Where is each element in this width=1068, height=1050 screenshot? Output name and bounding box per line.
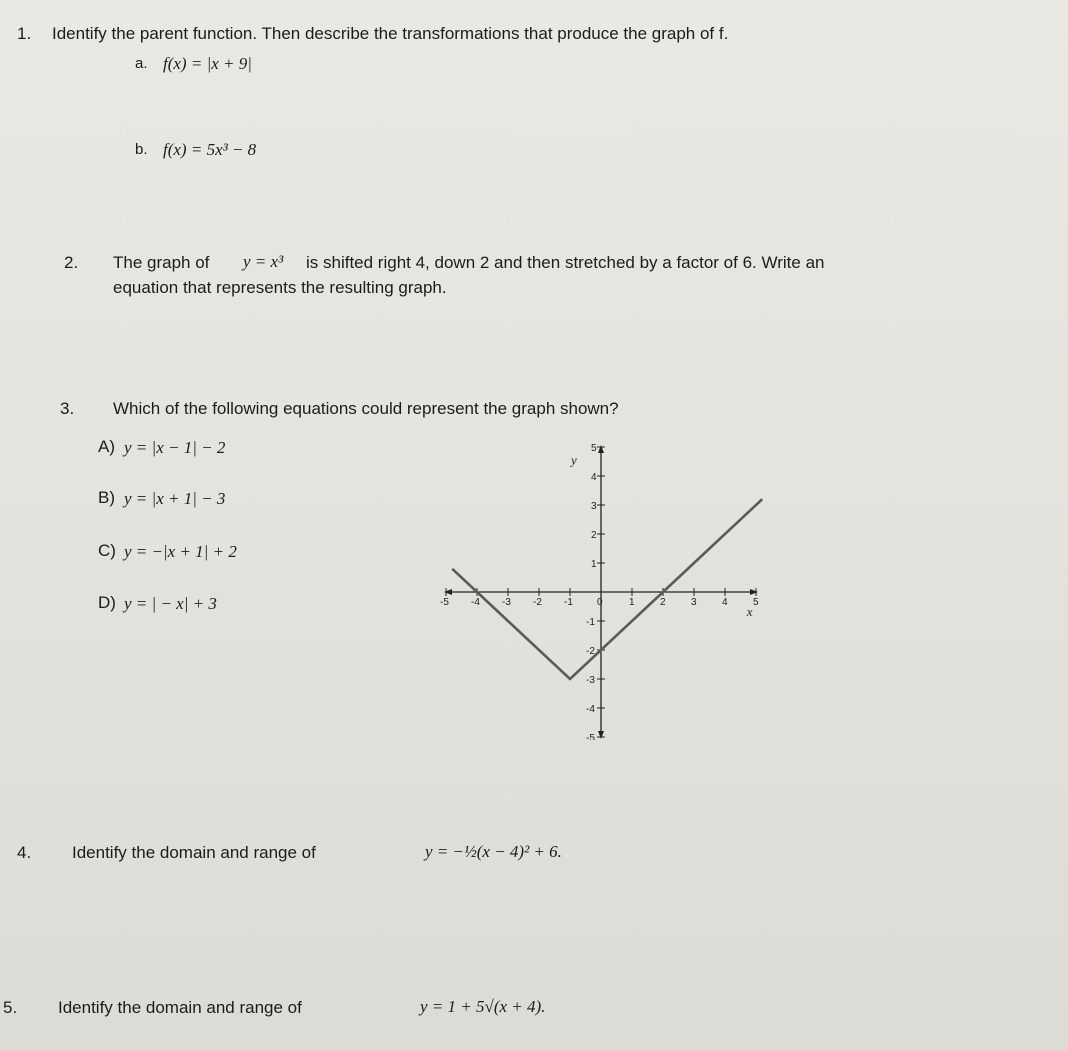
x-tick-label: -1 [564,597,573,608]
y-tick-label: -5 [586,733,595,740]
option-a-letter: A) [98,437,115,456]
q2-text-start: The graph of [113,253,210,272]
graph-line [452,499,762,679]
q1b-expression: f(x) = 5x³ − 8 [163,140,257,159]
q5-expression: y = 1 + 5√(x + 4). [420,997,546,1016]
x-tick-label: 1 [629,597,635,608]
y-tick-label: 3 [591,501,597,512]
y-tick-label: 4 [591,472,597,483]
y-tick-label: -3 [586,675,595,686]
x-tick-label: -2 [533,597,542,608]
q2-text-end: is shifted right 4, down 2 and then stretched by a factor of 6. Write an [306,253,825,272]
q2-number: 2. [64,253,79,272]
q1b-label: b. [135,141,148,158]
x-tick-label: 0 [597,597,603,608]
q2-expression: y = x³ [243,252,284,271]
option-b-letter: B) [98,488,115,507]
y-axis-label: y [571,452,577,468]
q1a-expression: f(x) = |x + 9| [163,54,252,73]
y-tick-label: 2 [591,530,597,541]
q5-text: Identify the domain and range of [58,998,302,1017]
q4-expression: y = −½(x − 4)² + 6. [425,842,562,861]
y-tick-label: -1 [586,617,595,628]
x-tick-label: 2 [660,597,666,608]
x-axis-arrow-left [444,589,452,595]
option-b-expression: y = |x + 1| − 3 [124,489,226,508]
y-tick-label: -4 [586,704,595,715]
q4-text: Identify the domain and range of [72,843,316,862]
q3-text: Which of the following equations could represent the graph shown? [113,399,619,418]
x-tick-label: -4 [471,597,480,608]
y-axis-arrow-bottom [598,731,604,739]
option-a-expression: y = |x − 1| − 2 [124,438,226,457]
y-tick-label: -2 [586,646,595,657]
x-tick-label: 3 [691,597,697,608]
abs-value-graph [440,430,790,740]
q4-number: 4. [17,843,32,862]
q1-text: Identify the parent function. Then describe the transformations that produce the graph of f. [52,24,729,43]
q2-text-line2: equation that represents the resulting graph. [113,278,447,297]
option-d-letter: D) [98,593,116,612]
q5-number: 5. [3,998,18,1017]
x-axis-label: x [746,604,753,619]
option-c-expression: y = −|x + 1| + 2 [124,542,237,561]
y-axis-arrow-top [598,445,604,453]
x-tick-label: -5 [440,597,449,608]
option-d-expression: y = | − x| + 3 [124,594,217,613]
q1a-label: a. [135,55,148,72]
y-tick-label: 5 [591,443,597,454]
x-tick-label: -3 [502,597,511,608]
q1-number: 1. [17,24,32,43]
x-tick-label: 5 [753,597,759,608]
x-tick-label: 4 [722,597,728,608]
x-axis-arrow-right [750,589,758,595]
q3-number: 3. [60,399,75,418]
y-tick-label: 1 [591,559,597,570]
option-c-letter: C) [98,541,116,560]
